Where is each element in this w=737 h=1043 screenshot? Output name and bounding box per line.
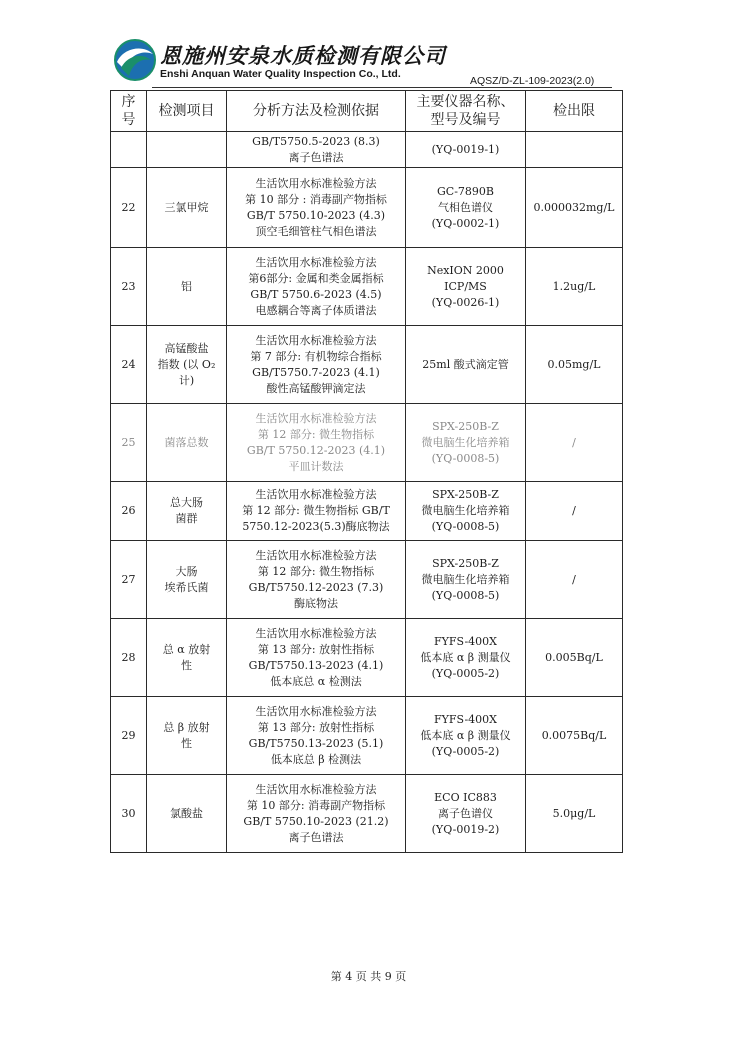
equipment-line: 微电脑生化培养箱	[421, 504, 510, 517]
column-header-method: 分析方法及检测依据	[227, 91, 406, 132]
table-row	[111, 326, 623, 404]
method-line: 第 12 部分: 微生物指标	[257, 427, 375, 441]
method-cell	[227, 697, 406, 775]
table-header-row	[111, 91, 623, 132]
table-row	[111, 168, 623, 248]
inspection-methods-table	[110, 90, 623, 853]
equipment-line: (YQ-0019-2)	[431, 822, 500, 836]
equipment-line: (YQ-0026-1)	[431, 295, 500, 309]
method-line: 低本底总 β 检测法	[270, 752, 362, 766]
table-row	[111, 541, 623, 619]
method-line: 生活饮用水标准检验方法	[255, 782, 377, 796]
method-cell	[227, 541, 406, 619]
test-item	[147, 132, 227, 168]
document-code: AQSZ/D-ZL-109-2023(2.0)	[470, 75, 595, 87]
equipment-line: (YQ-0005-2)	[431, 744, 500, 758]
method-line: 第 12 部分: 微生物指标	[257, 564, 375, 578]
equipment-line: (YQ-0008-5)	[431, 520, 500, 533]
equipment-cell	[406, 326, 526, 404]
equipment-line: 气相色谱仪	[438, 200, 493, 214]
method-line: GB/T5750.13-2023 (5.1)	[248, 736, 384, 750]
equipment-line: 离子色谱仪	[438, 806, 493, 820]
method-line: 第 7 部分: 有机物综合指标	[250, 349, 382, 363]
method-cell	[227, 404, 406, 482]
method-line: 第 10 部分 : 消毒副产物指标	[245, 192, 387, 206]
method-line: 生活饮用水标准检验方法	[255, 333, 377, 347]
method-line: 酶底物法	[294, 596, 338, 610]
test-item: 大肠 埃希氏菌	[147, 541, 227, 619]
method-line: 第 13 部分: 放射性指标	[257, 642, 375, 656]
detection-limit: /	[526, 482, 623, 541]
equipment-line: GC-7890B	[437, 184, 494, 198]
method-line: GB/T5750.5-2023 (8.3)	[252, 134, 380, 148]
method-line: 生活饮用水标准检验方法	[255, 704, 377, 718]
table-row	[111, 775, 623, 853]
column-header-equipment: 主要仪器名称、 型号及编号	[406, 91, 526, 132]
equipment-line: FYFS-400X	[433, 712, 497, 726]
test-item: 菌落总数	[147, 404, 227, 482]
company-name-en: Enshi Anquan Water Quality Inspection Co., Ltd.	[160, 68, 401, 80]
header-divider	[152, 87, 612, 88]
method-line: 生活饮用水标准检验方法	[255, 548, 377, 562]
row-number: 26	[111, 482, 147, 541]
detection-limit: 5.0μg/L	[526, 775, 623, 853]
equipment-cell	[406, 248, 526, 326]
method-line: 第 12 部分: 微生物指标 GB/T	[242, 504, 390, 517]
test-item: 高锰酸盐 指数 (以 O₂ 计)	[147, 326, 227, 404]
equipment-cell	[406, 132, 526, 168]
equipment-line: NexION 2000	[427, 263, 504, 277]
detection-limit: 0.0075Bq/L	[526, 697, 623, 775]
method-cell	[227, 775, 406, 853]
table-row	[111, 132, 623, 168]
method-cell	[227, 482, 406, 541]
equipment-cell	[406, 168, 526, 248]
equipment-cell	[406, 404, 526, 482]
method-cell	[227, 619, 406, 697]
method-line: 5750.12-2023(5.3)酶底物法	[242, 520, 390, 533]
equipment-line: 25ml 酸式滴定管	[422, 357, 509, 371]
method-line: 低本底总 α 检测法	[270, 674, 362, 688]
method-line: 生活饮用水标准检验方法	[255, 626, 377, 640]
column-header-item: 检测项目	[147, 91, 227, 132]
table-row	[111, 619, 623, 697]
method-line: 离子色谱法	[288, 150, 344, 164]
equipment-line: 低本底 α β 测量仪	[420, 728, 511, 742]
row-number: 23	[111, 248, 147, 326]
row-number: 24	[111, 326, 147, 404]
method-line: 离子色谱法	[288, 830, 344, 844]
table-row	[111, 697, 623, 775]
row-number: 22	[111, 168, 147, 248]
equipment-line: 微电脑生化培养箱	[421, 572, 510, 586]
column-header-detection-limit: 检出限	[526, 91, 623, 132]
equipment-line: ICP/MS	[444, 279, 487, 293]
equipment-line: (YQ-0002-1)	[431, 216, 500, 230]
equipment-cell	[406, 482, 526, 541]
detection-limit	[526, 132, 623, 168]
document-header	[0, 0, 737, 92]
test-item: 总 β 放射 性	[147, 697, 227, 775]
table-row	[111, 248, 623, 326]
test-item: 三氯甲烷	[147, 168, 227, 248]
equipment-line: SPX-250B-Z	[432, 488, 499, 501]
equipment-cell	[406, 775, 526, 853]
method-line: GB/T 5750.10-2023 (21.2)	[243, 814, 389, 828]
method-line: GB/T 5750.12-2023 (4.1)	[246, 443, 386, 457]
method-line: GB/T5750.12-2023 (7.3)	[248, 580, 384, 594]
column-header-no: 序 号	[111, 91, 147, 132]
method-cell	[227, 326, 406, 404]
detection-limit: 1.2ug/L	[526, 248, 623, 326]
equipment-cell	[406, 619, 526, 697]
company-name-cn: 恩施州安泉水质检测有限公司	[160, 43, 446, 68]
detection-limit: 0.05mg/L	[526, 326, 623, 404]
method-cell	[227, 168, 406, 248]
equipment-line: (YQ-0008-5)	[431, 451, 500, 465]
equipment-line: (YQ-0008-5)	[431, 588, 500, 602]
equipment-cell	[406, 541, 526, 619]
equipment-line: FYFS-400X	[433, 634, 497, 648]
row-number	[111, 132, 147, 168]
method-line: 酸性高锰酸钾滴定法	[266, 381, 366, 395]
detection-limit: 0.000032mg/L	[526, 168, 623, 248]
method-line: GB/T 5750.6-2023 (4.5)	[250, 287, 382, 301]
detection-limit: 0.005Bq/L	[526, 619, 623, 697]
method-line: GB/T5750.7-2023 (4.1)	[252, 365, 380, 379]
page-number: 第 4 页 共 9 页	[330, 970, 407, 983]
method-line: 生活饮用水标准检验方法	[255, 255, 377, 269]
detection-limit: /	[526, 541, 623, 619]
method-line: 生活饮用水标准检验方法	[255, 488, 377, 501]
row-number: 27	[111, 541, 147, 619]
row-number: 30	[111, 775, 147, 853]
method-line: 顶空毛细管柱气相色谱法	[255, 224, 377, 238]
water-drop-logo-icon	[113, 38, 157, 82]
method-line: 平皿计数法	[288, 459, 344, 473]
test-item: 总 α 放射 性	[147, 619, 227, 697]
method-line: GB/T5750.13-2023 (4.1)	[248, 658, 384, 672]
method-line: GB/T 5750.10-2023 (4.3)	[246, 208, 386, 222]
detection-limit: /	[526, 404, 623, 482]
table-row	[111, 404, 623, 482]
equipment-line: ECO IC883	[434, 790, 497, 804]
test-item: 氯酸盐	[147, 775, 227, 853]
method-cell	[227, 248, 406, 326]
equipment-line: (YQ-0019-1)	[431, 142, 500, 156]
equipment-line: SPX-250B-Z	[432, 556, 499, 570]
method-line: 第6部分: 金属和类金属指标	[248, 271, 384, 285]
equipment-line: (YQ-0005-2)	[431, 666, 500, 680]
method-cell	[227, 132, 406, 168]
method-line: 电感耦合等离子体质谱法	[255, 303, 377, 317]
method-line: 生活饮用水标准检验方法	[255, 411, 377, 425]
equipment-line: 微电脑生化培养箱	[421, 435, 510, 449]
equipment-cell	[406, 697, 526, 775]
method-line: 第 13 部分: 放射性指标	[257, 720, 375, 734]
row-number: 25	[111, 404, 147, 482]
equipment-line: SPX-250B-Z	[432, 419, 499, 433]
equipment-line: 低本底 α β 测量仪	[420, 650, 511, 664]
test-item: 铝	[147, 248, 227, 326]
method-line: 第 10 部分: 消毒副产物指标	[246, 798, 386, 812]
table-row	[111, 482, 623, 541]
row-number: 29	[111, 697, 147, 775]
test-item: 总大肠 菌群	[147, 482, 227, 541]
row-number: 28	[111, 619, 147, 697]
method-line: 生活饮用水标准检验方法	[255, 176, 377, 190]
